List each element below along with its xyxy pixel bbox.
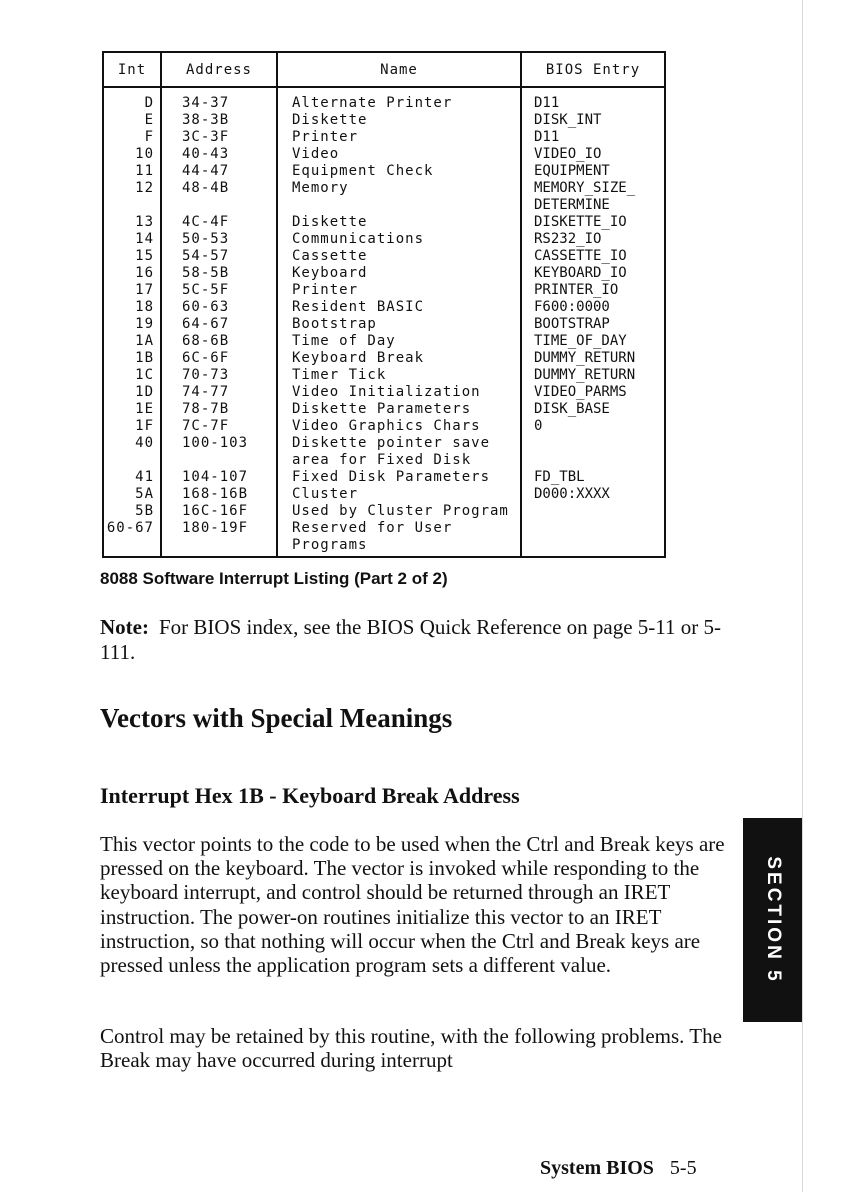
cell-bios-entry: DISKETTE_IO [521,214,665,231]
cell-address: 100-103 [161,435,277,452]
cell-address: 5C-5F [161,282,277,299]
cell-name: Bootstrap [277,316,521,333]
cell-address [161,197,277,214]
table-body [103,87,665,557]
cell-name: area for Fixed Disk [277,452,521,469]
cell-int: 1E [103,401,161,418]
cell-int [103,197,161,214]
cell-address: 180-19F [161,520,277,537]
cell-bios-entry [521,503,665,520]
body-paragraph-2: Control may be retained by this routine, with the following problems. The Break may have occurred during interrupt [100,1024,722,1073]
cell-name: Cluster [277,486,521,503]
page-edge [802,0,803,1192]
cell-int: F [103,129,161,146]
cell-name: Diskette Parameters [277,401,521,418]
cell-int: 14 [103,231,161,248]
cell-address: 78-7B [161,401,277,418]
cell-int: 12 [103,180,161,197]
cell-bios-entry: DISK_BASE [521,401,665,418]
cell-bios-entry: D11 [521,129,665,146]
table-row [103,350,665,367]
note-text: For BIOS index, see the BIOS Quick Reference on page 5-11 or 5-111. [100,615,721,664]
table-row [103,197,665,214]
table-row [103,112,665,129]
table-row [103,418,665,435]
table-row [103,231,665,248]
cell-bios-entry [521,520,665,537]
cell-bios-entry: DETERMINE [521,197,665,214]
section-tab-label: SECTION 5 [762,856,784,984]
cell-address: 4C-4F [161,214,277,231]
cell-bios-entry [521,435,665,452]
table-row [103,367,665,384]
cell-name: Diskette [277,112,521,129]
cell-int [103,537,161,557]
cell-name: Cassette [277,248,521,265]
section-heading: Vectors with Special Meanings [100,703,453,733]
table-row [103,146,665,163]
cell-bios-entry: DUMMY_RETURN [521,367,665,384]
cell-address: 48-4B [161,180,277,197]
cell-address: 58-5B [161,265,277,282]
cell-int: 60-67 [103,520,161,537]
cell-int: E [103,112,161,129]
table-row [103,401,665,418]
page-footer [540,1157,697,1180]
cell-name: Used by Cluster Program [277,503,521,520]
cell-bios-entry: MEMORY_SIZE_ [521,180,665,197]
cell-bios-entry: KEYBOARD_IO [521,265,665,282]
table-row [103,299,665,316]
cell-name: Timer Tick [277,367,521,384]
cell-name: Reserved for User [277,520,521,537]
cell-address: 40-43 [161,146,277,163]
cell-bios-entry: PRINTER_IO [521,282,665,299]
cell-int: 17 [103,282,161,299]
cell-bios-entry: TIME_OF_DAY [521,333,665,350]
interrupt-table [102,51,666,558]
cell-address: 60-63 [161,299,277,316]
column-header-int: Int [103,52,161,87]
cell-address: 44-47 [161,163,277,180]
cell-name: Video Graphics Chars [277,418,521,435]
table-row [103,129,665,146]
cell-address: 7C-7F [161,418,277,435]
cell-bios-entry: DUMMY_RETURN [521,350,665,367]
cell-name: Programs [277,537,521,557]
section-tab [743,818,802,1022]
cell-int [103,452,161,469]
cell-bios-entry: EQUIPMENT [521,163,665,180]
cell-int: 15 [103,248,161,265]
cell-int: 18 [103,299,161,316]
table-row [103,435,665,452]
cell-name: Alternate Printer [277,87,521,112]
cell-address: 16C-16F [161,503,277,520]
cell-int: D [103,87,161,112]
cell-int: 1B [103,350,161,367]
table-row [103,452,665,469]
column-header-address: Address [161,52,277,87]
cell-address [161,537,277,557]
cell-int: 1D [103,384,161,401]
table-row [103,265,665,282]
column-header-name: Name [277,52,521,87]
cell-address: 38-3B [161,112,277,129]
cell-name: Equipment Check [277,163,521,180]
cell-bios-entry: VIDEO_PARMS [521,384,665,401]
cell-bios-entry: BOOTSTRAP [521,316,665,333]
cell-bios-entry: FD_TBL [521,469,665,486]
cell-int: 1C [103,367,161,384]
subsection-heading: Interrupt Hex 1B - Keyboard Break Address [100,783,520,808]
cell-bios-entry [521,537,665,557]
cell-int: 11 [103,163,161,180]
page-number: 5-5 [669,1157,697,1179]
cell-address: 3C-3F [161,129,277,146]
cell-int: 41 [103,469,161,486]
cell-address: 64-67 [161,316,277,333]
column-header-bios-entry: BIOS Entry [521,52,665,87]
cell-bios-entry: DISK_INT [521,112,665,129]
cell-bios-entry: F600:0000 [521,299,665,316]
cell-address: 70-73 [161,367,277,384]
cell-name: Resident BASIC [277,299,521,316]
cell-int: 5A [103,486,161,503]
cell-address: 104-107 [161,469,277,486]
footer-title: System BIOS [540,1157,654,1179]
table-row [103,520,665,537]
body-paragraph-1: This vector points to the code to be used when the Ctrl and Break keys are pressed on the keyboard. The vector is invoked while responding to the keyboard interrupt, and control should be returned through an IRET instruction. The power-on routines initialize this vector to an IRET instruction, so that nothing will occur when the Ctrl and Break keys are pressed unless the application program sets a different value. [100,832,725,978]
cell-bios-entry: CASSETTE_IO [521,248,665,265]
cell-address [161,452,277,469]
cell-address: 74-77 [161,384,277,401]
cell-name: Diskette [277,214,521,231]
table-row [103,282,665,299]
table-row [103,333,665,350]
table-row [103,248,665,265]
cell-address: 68-6B [161,333,277,350]
cell-bios-entry: D11 [521,87,665,112]
table-row [103,384,665,401]
cell-address: 6C-6F [161,350,277,367]
cell-int: 16 [103,265,161,282]
cell-name: Printer [277,129,521,146]
table-row [103,87,665,112]
note-label: Note: [100,615,149,639]
cell-bios-entry [521,452,665,469]
table-row [103,486,665,503]
cell-name: Video [277,146,521,163]
table-row [103,537,665,557]
cell-name: Keyboard [277,265,521,282]
cell-int: 10 [103,146,161,163]
table-row [103,316,665,333]
cell-name: Video Initialization [277,384,521,401]
cell-int: 1A [103,333,161,350]
cell-int: 5B [103,503,161,520]
cell-name: Diskette pointer save [277,435,521,452]
cell-address: 50-53 [161,231,277,248]
cell-name [277,197,521,214]
table-row [103,469,665,486]
cell-bios-entry: RS232_IO [521,231,665,248]
cell-int: 13 [103,214,161,231]
cell-name: Time of Day [277,333,521,350]
cell-int: 40 [103,435,161,452]
cell-name: Keyboard Break [277,350,521,367]
table-header-row [103,52,665,87]
cell-int: 1F [103,418,161,435]
cell-name: Printer [277,282,521,299]
table-caption: 8088 Software Interrupt Listing (Part 2 of 2) [100,569,448,588]
cell-name: Communications [277,231,521,248]
cell-name: Fixed Disk Parameters [277,469,521,486]
cell-address: 34-37 [161,87,277,112]
table-row [103,163,665,180]
table-row [103,214,665,231]
cell-bios-entry: VIDEO_IO [521,146,665,163]
table-row [103,503,665,520]
cell-name: Memory [277,180,521,197]
note-paragraph [100,615,740,665]
cell-int: 19 [103,316,161,333]
cell-bios-entry: D000:XXXX [521,486,665,503]
cell-address: 54-57 [161,248,277,265]
cell-address: 168-16B [161,486,277,503]
table-row [103,180,665,197]
cell-bios-entry: 0 [521,418,665,435]
